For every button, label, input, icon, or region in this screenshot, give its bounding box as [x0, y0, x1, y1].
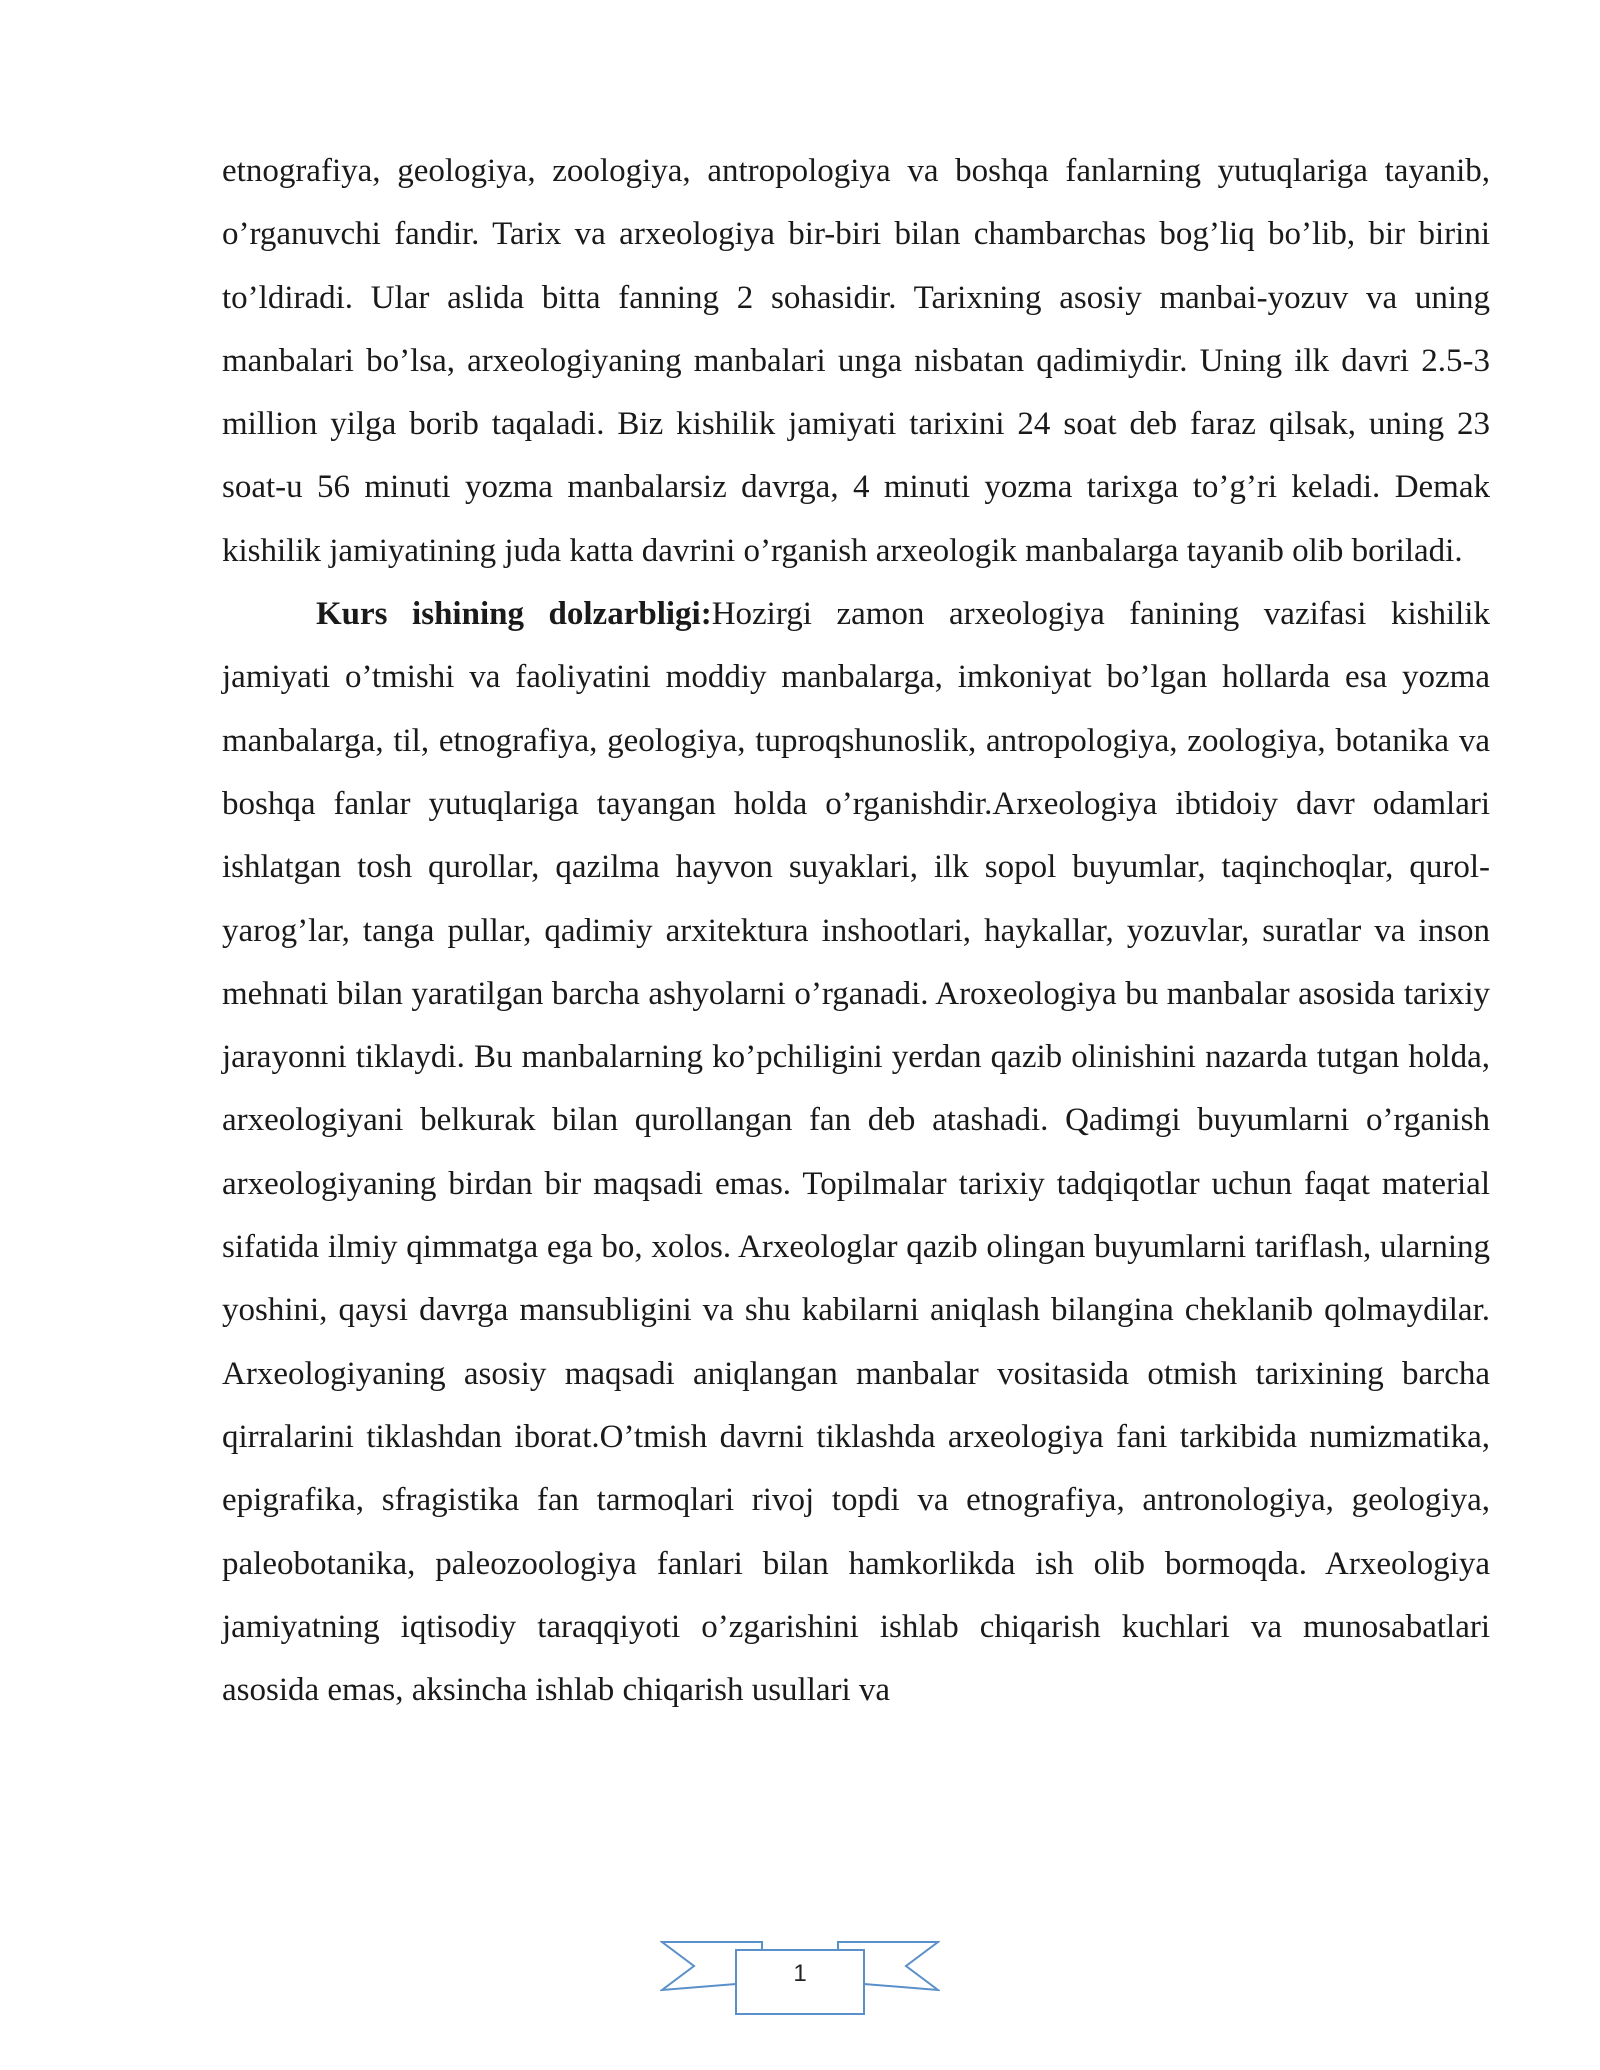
paragraph-relevance-body: Hozirgi zamon arxeologiya fanining vazifasi kishilik jamiyati o’tmishi va faoliyatini moddiy manbalarga, imkoniyat bo’lgan hollarda esa yozma manbalarga, til, etnografiya, geologiya, tuproqshunoslik, antropologiya, zoologiya, botanika va boshqa fanlar yutuqlariga tayangan holda o’rganishdir.Arxeologiya ibtidoiy davr odamlari ishlatgan tosh qurollar, qazilma hayvon suyaklari, ilk sopol buyumlar, taqinchoqlar, qurol-yarog’lar, tanga pullar, qadimiy arxitektura inshootlari, haykallar, yozuvlar, suratlar va inson mehnati bilan yaratilgan barcha ashyolarni o’rganadi. Aroxeologiya bu manbalar asosida tarixiy jarayonni tiklaydi. Bu manbalarning ko’pchiligini yerdan qazib olinishini nazarda tutgan holda, arxeologiyani belkurak bilan qurollangan fan deb atashadi. Qadimgi buyumlarni o’rganish arxeologiyaning birdan bir maqsadi emas. Topilmalar tarixiy tadqiqotlar uchun faqat material sifatida ilmiy qimmatga ega bo, xolos. Arxeologlar qazib olingan buyumlarni tariflash, ularning yoshini, qaysi davrga mansubligini va shu kabilarni aniqlash bilangina cheklanib qolmaydilar. Arxeologiyaning asosiy maqsadi aniqlangan manbalar vositasida otmish tarixining barcha qirralarini tiklashdan iborat.O’tmish davrni tiklashda arxeologiya fani tarkibida numizmatika, epigrafika, sfragistika fan tarmoqlari rivoj topdi va etnografiya, antronologiya, geologiya, paleobotanika, paleozoologiya fanlari bilan hamkorlikda ish olib bormoqda. Arxeologiya jamiyatning iqtisodiy taraqqiyoti o’zgarishini ishlab chiqarish kuchlari va munosabatlari asosida emas, aksincha ishlab chiqarish usullari va — [222, 596, 1490, 1709]
paragraph-intro: etnografiya, geologiya, zoologiya, antropologiya va boshqa fanlarning yutuqlariga tayanib, o’rganuvchi fandir. Tarix va arxeologiya bir-biri bilan chambarchas bog’liq bo’lib, bir birini to’ldiradi. Ular aslida bitta fanning 2 sohasidir. Tarixning asosiy manbai-yozuv va uning manbalari bo’lsa, arxeologiyaning manbalari unga nisbatan qadimiydir. Uning ilk davri 2.5-3 million yilga borib taqaladi. Biz kishilik jamiyati tarixini 24 soat deb faraz qilsak, uning 23 soat-u 56 minuti yozma manbalarsiz davrga, 4 minuti yozma tarixga to’g’ri keladi. Demak kishilik jamiyatining juda katta davrini o’rganish arxeologik manbalarga tayanib olib boriladi. — [222, 153, 1490, 569]
document-body — [222, 140, 1490, 1722]
paragraph-relevance — [222, 583, 1490, 1722]
paragraph-heading: Kurs ishining dolzarbligi: — [316, 596, 712, 633]
page-number: 1 — [793, 1960, 807, 1987]
page-footer — [660, 1938, 940, 2018]
